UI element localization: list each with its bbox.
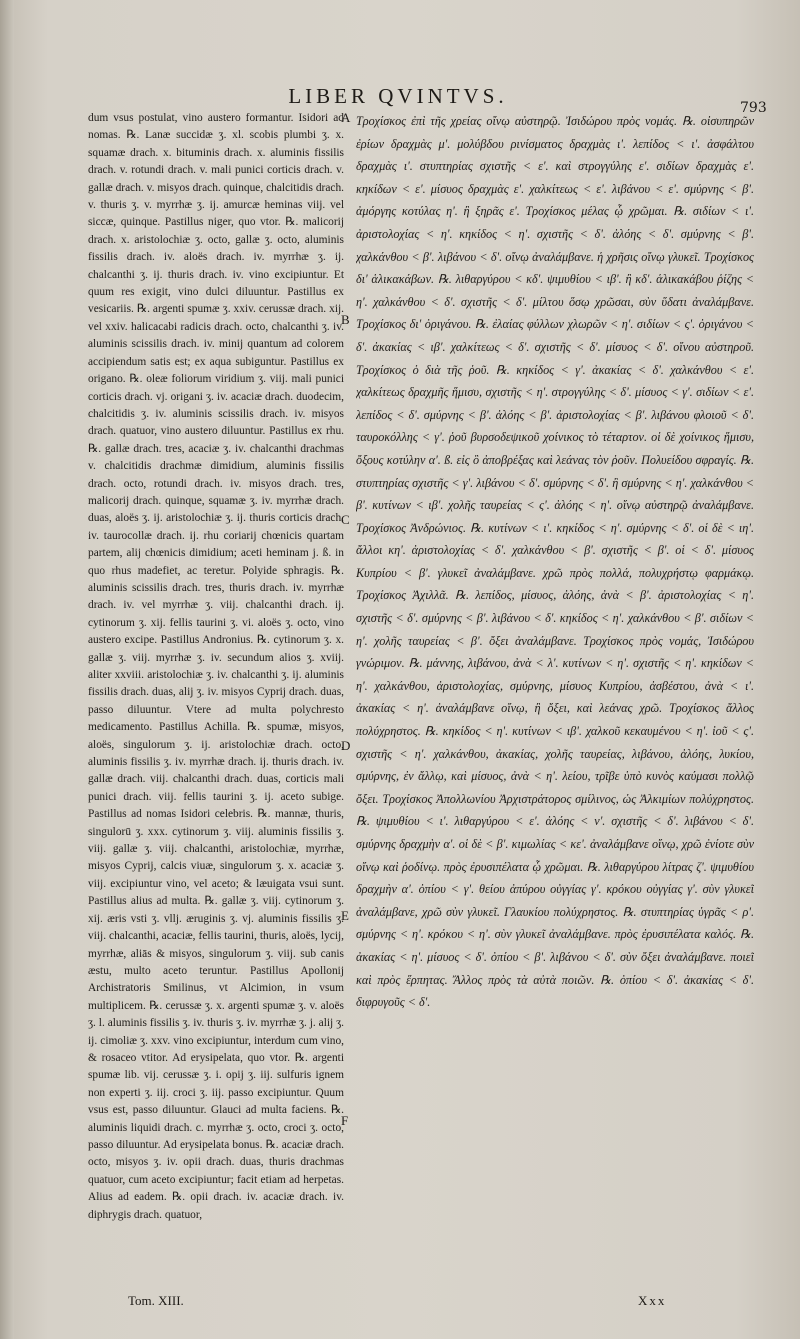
- latin-column: [88, 110, 344, 1280]
- binding-edge: [0, 0, 14, 1339]
- margin-letter-e: E: [341, 908, 349, 923]
- margin-letter-b: B: [341, 312, 350, 327]
- running-head: LIBER QVINTVS.: [288, 84, 508, 108]
- greek-text: Τροχίσκος ἐπὶ τῆς χρείας οἴνῳ αὐστηρῷ. Ἰσιδώρου πρὸς νομάς. ℞. οἰσυπηρῶν ἐρίων δραχμὰς μ'. μολύβδου ρινίσματος δραχμὰς ι'. λεπίδος < ι'. ἀσφάλτου δραχμὰς ι'. στυπτηρίας σχιστῆς < ε'. καὶ στρογγύλης ε'. σιδίων δραχμὰς ε'. κηκίδων < ε'. μίσυος δραχμὰς ε'. χαλκίτεως < ε'. λιβάνου < ε'. σμύρνης < β'. ἀμόργης κοτύλας η'. ἢ ξηρᾶς ε'. Τροχίσκος μέλας ᾧ χρῶμαι. ℞. σιδίων < ι'. ἀριστολοχίας < η'. κηκίδος < η'. σχιστῆς < δ'. ἀλόης < δ'. σμύρνης < β'. χαλκάνθου < β'. λιβάνου < δ'. οἴνῳ ἀναλάμβανε. ἡ χρῆσις οἴνῳ γλυκεῖ. Τροχίσκος δι' ἁλικακάβων. ℞. λιθαργύρου < κδ'. ψιμυθίου < ιβ'. ἢ κδ'. ἁλικακάβου ῥίζης < η'. χαλκάνθου < δ'. σχιστῆς < δ'. μίλτου ὅσῳ χρῶσαι, σὺν ὕδατι ἀναλάμβανε. Τροχίσκος δι' ὀριγάνου. ℞. ἐλαίας φύλλων χλωρῶν < η'. σιδίων < ς'. ὀριγάνου < δ'. ἀκακίας < ιβ'. χαλκίτεως < δ'. σχιστῆς < δ'. μίσυος < δ'. οἴνου αὐστηροῦ. Τροχίσκος ὁ διὰ τῆς ῥοῦ. ℞. κηκίδος < γ'. ἀκακίας < δ'. χαλκάνθου < ε'. χαλκίτεως δραχμῆς ἥμισυ, σχιστῆς < η'. στρογγύλης < δ'. μίσυος < γ'. σιδίων < ε'. λεπίδος < δ'. σμύρνης < β'. ἀλόης < β'. ἀριστολοχίας < β'. λιβάνου φλοιοῦ < δ'. ταυροκόλλης < γ'. ῥοῦ βυρσοδεψικοῦ χοίνικος τὸ τέταρτον. οἱ δὲ χοίνικος ἥμισυ, ὄξους κοτύλην α'. ß. εἰς ὃ ἀποβρέξας καὶ λεάνας τὸν ῥοῦν. Πολυείδου σφραγίς. ℞. στυπτηρίας σχιστῆς < γ'. λιβάνου < δ'. σμύρνης < δ'. ἢ σμύρνης < η'. χαλκάνθου < β'. κυτίνων < ιβ'. χολῆς ταυρείας < ς'. ἀλόης < η'. οἴνῳ αὐστηρῷ ἀναλάμβανε. Τροχίσκος Ἀνδρώνιος. ℞. κυτίνων < ι'. κηκίδος < η'. σμύρνης < δ'. οἱ δὲ < ιη'. ἄλλοι κη'. ἀριστολοχίας < δ'. χαλκάνθου < β'. σχιστῆς < β'. οἱ < δ'. μίσυος Κυπρίου < β'. γλυκεῖ ἀναλάμβανε. χρῶ πρὸς πολλά, πολυχρήστῳ φαρμάκῳ. Τροχίσκος Ἀχιλλᾶ. ℞. λεπίδος, μίσυος, ἀλόης, ἀνὰ < β'. ἀριστολοχίας < η'. σχιστῆς < δ'. σμύρνης < β'. λιβάνου < δ'. κηκίδος < η'. χαλκάνθου < β'. σιδίων < η'. χολῆς ταυρείας < β'. ὄξει ἀναλάμβανε. Τροχίσκος πρὸς νομάς, Ἰσιδώρου γνώριμον. ℞. μάννης, λιβάνου, ἀνὰ < λ'. κυτίνων < η'. σχιστῆς < η'. κηκίδων < η'. χαλκάνθου, ἀριστολοχίας, σμύρνης, μίσυος Κυπρίου, ἀσβέστου, ἀνὰ < ι'. ἀκακίας < η'. ἀναλάμβανε οἴνῳ, ἢ ὄξει, καὶ λεάνας χρῶ. Τροχίσκος ἄλλος πολύχρηστος. ℞. κηκίδος < η'. κυτίνων < ιβ'. χαλκοῦ κεκαυμένου < η'. ἰοῦ < ς'. σχιστῆς < η'. χαλκάνθου, ἀκακίας, χολῆς ταυρείας, λιβάνου, ἀλόης, λυκίου, σμύρνης, ἐν ἄλλῳ, καὶ μίσυος, ἀνὰ < η'. λείου, τρῖβε ὑπὸ κυνὸς καύμασι πολλῷ ὄξει. Τροχίσκος Ἀπολλωνίου Ἀρχιστράτορος σμίλινος, ὡς Ἀλκιμίων πολύχρηστος. ℞. ψιμυθίου < ι'. λιθαργύρου < ε'. ἀλόης < ν'. σχιστῆς < δ'. λιβάνου < δ'. σμύρνης δραχμὴν α'. οἱ δὲ < β'. κιμωλίας < κε'. ἀναλάμβανε οἴνῳ, χρῶ ἐνίοτε σὺν οἴνῳ καὶ ῥοδίνῳ. πρὸς ἐρυσιπέλατα ᾧ χρῶμαι. ℞. λιθαργύρου λίτρας ζ'. ψιμυθίου δραχμὴν α'. ὀπίου < γ'. θείου ἀπύρου οὐγγίας γ'. κρόκου οὐγγίας γ'. σὺν γλυκεῖ ἀναλάμβανε, χρῶ σὺν γλυκεῖ. Γλαυκίου πολύχρηστος. ℞. στυπτηρίας ὑγρᾶς < ρ'. σμύρνης < η'. κρόκου < η'. σὺν γλυκεῖ ἀναλάμβανε. πρὸς ἐρυσιπέλατα καλός. ℞. ἀκακίας < η'. μίσυος < δ'. ὀπίου < β'. λιβάνου < δ'. σὺν ὄξει ἀναλάμβανε. ποιεῖ καὶ πρὸς ἕρπητας. Ἄλλος πρὸς τὰ αὐτὰ ποιῶν. ℞. ὀπίου < δ'. ἀκακίας < δ'. διφρυγοῦς < δ'.: [356, 114, 754, 1010]
- signature-mark: Xxx: [638, 1293, 667, 1308]
- margin-letter-a: A: [341, 110, 351, 125]
- latin-text: dum vsus postulat, vino austero formantur. Isidori ad nomas. ℞. Lanæ succidæ ʒ. xl. scobis plumbi ʒ. x. squamæ drach. x. bituminis drach. x. aluminis fissilis drach. v. rotundi drach. v. mali punici corticis drach. v. gallæ drach. v. misyos drach. quinque, chalcitidis drach. v. thuris ʒ. v. myrrhæ ʒ. ij. amurcæ heminas viij. vel siccæ, quinque. Pastillus niger, quo vtor. ℞. malicorij drach. x. aristolochiæ ʒ. octo, gallæ ʒ. octo, aluminis fissilis drach. iv. aloës drach. iv. myrrhæ ʒ. ij. chalcanthi ʒ. ij. thuris drach. iv. vino excipiuntur. Et quum res exigit, vino dulci diluuntur. Pastillus ex vesicariis. ℞. argenti spumæ ʒ. xxiv. cerussæ drach. xij. vel xxiv. halicacabi radicis drach. octo, chalcanthi ʒ. iv. aluminis scissilis drach. iv. minij quantum ad colorem accipiendum satis est; ex aqua subiguntur. Pastillus ex origano. ℞. oleæ foliorum viridium ʒ. viij. mali punici corticis drach. vj. origani ʒ. iv. acaciæ drach. duodecim, chalcitidis ʒ. iv. aluminis scissilis drach. iv. misyos drach. quatuor, vino austero diluuntur. Pastillus ex rhu. ℞. gallæ drach. tres, acaciæ ʒ. iv. chalcanthi drachmas v. chalcitidis drachmæ dimidium, aluminis fissilis drach. octo, rotundi drach. iv. misyos drach. tres, malicorij drach. quinque, squamæ ʒ. iv. myrrhæ drach. duas, aloës ʒ. ij. aristolochiæ ʒ. ij. thuris corticis drach. iv. taurocollæ drach. ij. rhu coriarij chœnicis quartam partem, alij chœnicis dimidium; aceti heminam j. ß. in quo rhus madefiet, ac teretur. Polyide sphragis. ℞. aluminis scissilis drach. tres, thuris drach. iv. myrrhæ drach. iv. vel myrrhæ ʒ. viij. chalcanthi drach. ij. cytinorum ʒ. xij. fellis taurini ʒ. vi. aloës ʒ. octo, vino austero excipe. Pastillus Andronius. ℞. cytinorum ʒ. x. gallæ ʒ. viij. myrrhæ ʒ. iv. secundum alios ʒ. xviij. aliter xxviii. aristolochiæ ʒ. iv. chalcanthi ʒ. ij. aluminis fissilis drach. duas, alij ʒ. iv. misyos Cyprij drach. duas, passo diluuntur. Vtere ad multa polychresto medicamento. Pastillus Achilla. ℞. spumæ, misyos, aloës, singulorum ʒ. ij. aristolochiæ drach. octo, aluminis fissilis ʒ. iv. myrrhæ drach. ij. thuris drach. iv. gallæ drach. viij. chalcanthi drach. duas, corticis mali punici drach. viij. fellis taurini ʒ. ij. aceto subige. Pastillus ad nomas Isidori celebris. ℞. mannæ, thuris, singulorū ʒ. xxx. cytinorum ʒ. viij. aluminis fissilis ʒ. viij. gallæ ʒ. viij. chalcanthi, aristolochiæ, myrrhæ, misyos Cyprij, calcis viuæ, singulorum ʒ. x. acaciæ ʒ. viij. excipiuntur vino, vel aceto; & læuigata vsui sunt. Pastillus alius ad multa. ℞. gallæ ʒ. viij. cytinorum ʒ. xij. æris vsti ʒ. vllj. æruginis ʒ. vj. aluminis fissilis ʒ. viij. chalcanthi, acaciæ, fellis taurini, thuris, aloës, lycij, myrrhæ, aliās & misyos, singulorum ʒ. viij. sub canis æstu, multo aceto teruntur. Pastillus Apollonij Archistratoris Smilinus, vt Alcimion, in vsum multiplicem. ℞. cerussæ ʒ. x. argenti spumæ ʒ. v. aloës ʒ. l. aluminis fissilis ʒ. iv. thuris ʒ. iv. myrrhæ ʒ. j. alij ʒ. ij. cimoliæ ʒ. xxv. vino excipiuntur, interdum cum vino, & rosaceo vtitor. Ad erysipelata, quo vtor. ℞. argenti spumæ lib. vij. cerussæ ʒ. i. opij ʒ. iij. sulfuris ignem non experti ʒ. iij. croci ʒ. iij. passo excipiuntur. Quum vsus est, passo diluuntur. Glauci ad multa faciens. ℞. aluminis liquidi drach. c. myrrhæ ʒ. octo, croci ʒ. octo, passo diluuntur. Ad erysipelata bonus. ℞. acaciæ drach. octo, misyos ʒ. iv. opii drach. duas, thuris drachmas quatuor, cum aceto excipiuntur; facit etiam ad herpetas. Alius ad eadem. ℞. opii drach. iv. acaciæ drach. iv. diphrygis drach. quatuor,: [88, 112, 344, 1221]
- margin-letter-f: F: [341, 1113, 349, 1128]
- margin-letter-d: D: [341, 738, 351, 753]
- greek-column: [356, 110, 754, 1290]
- volume-label: Tom. XIII.: [128, 1293, 184, 1308]
- page-number: 793: [740, 100, 767, 116]
- margin-letter-c: C: [341, 512, 350, 527]
